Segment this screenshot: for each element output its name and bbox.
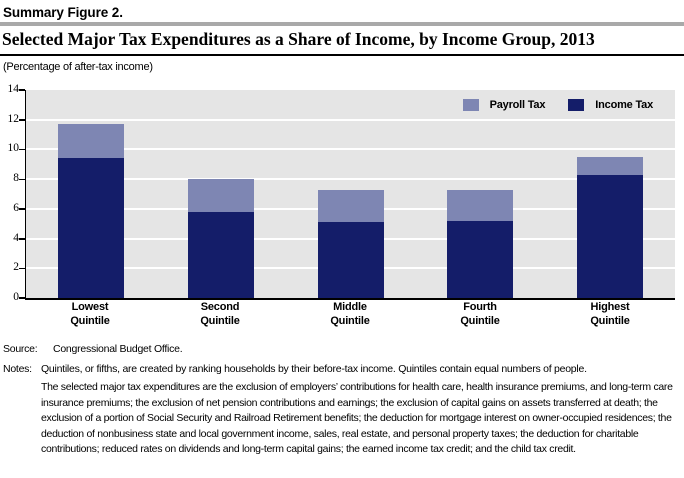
x-category-label-lowest-quintile [30,301,150,328]
y-tick-label: 4 [13,231,19,244]
x-axis-category-labels [25,301,675,331]
legend-label: Payroll Tax [489,99,546,111]
title-divider-rule [0,54,684,56]
y-tick-mark [19,179,25,181]
x-category-label-line: Second [200,301,240,313]
y-tick-label: 14 [7,83,19,95]
y-tick-mark [19,297,25,299]
bar-segment-payroll-tax [577,157,643,175]
bar-segment-payroll-tax [318,190,384,223]
y-tick-label: 12 [7,112,19,125]
y-axis-unit-label: (Percentage of after-tax income) [3,61,153,73]
y-tick-label: 6 [13,201,19,214]
notes-row [3,363,681,375]
bar-segment-payroll-tax [58,124,124,158]
x-category-label-line: Highest [590,301,630,313]
bar-segment-income-tax [318,222,384,298]
x-category-label-fourth-quintile [420,301,540,328]
y-tick-mark [19,149,25,151]
plot-area [25,90,675,300]
x-category-label-line: Quintile [590,314,630,327]
y-tick-mark [19,119,25,121]
y-tick-label: 8 [13,172,19,185]
x-category-label-second-quintile [160,301,280,328]
source-label: Source: [3,343,38,355]
header-divider-rule [0,22,684,26]
bar-segment-income-tax [447,221,513,298]
y-tick-label: 0 [13,291,19,303]
source-row [3,343,681,355]
y-tick-mark [19,238,25,240]
x-category-label-line: Middle [333,301,367,313]
legend-label: Income Tax [595,99,653,111]
y-tick-label: 10 [7,142,19,155]
x-category-label-middle-quintile [290,301,410,328]
notes-text: Quintiles, or fifths, are created by ranking households by their before-tax income. Quintiles contain equal numbers of people. [41,363,587,375]
x-category-label-line: Quintile [330,314,370,327]
bar-segment-income-tax [577,175,643,298]
bar-segment-payroll-tax [447,190,513,221]
x-category-label-line: Lowest [71,301,109,313]
y-tick-mark [19,268,25,270]
y-tick-mark [19,89,25,91]
bar-lowest-quintile [58,90,124,298]
x-category-label-line: Quintile [460,314,500,327]
notes-paragraph: The selected major tax expenditures are the exclusion of employers’ contributions for health care, health insurance premiums, and long-term care insurance premiums; the exclusion of net pension contributions and earnings; the exclusion of capital gains on assets transferred at death; the exclusion of a portion of Social Security and Railroad Retirement benefits; the deduction for mortgage interest on owner-occupied residences; the deduction of nonbusiness state and local government income, sales, real estate, and personal property taxes; the deduction for charitable contributions; reduced rates on dividends and long-term capital gains; the earned income tax credit; and the child tax credit. [41,381,673,456]
y-tick-mark [19,208,25,210]
bar-segment-income-tax [188,212,254,298]
bar-fourth-quintile [447,90,513,298]
notes-label: Notes: [3,363,32,375]
x-category-label-line: Quintile [200,314,240,327]
bar-segment-income-tax [58,158,124,298]
x-category-label-highest-quintile [550,301,670,328]
bar-second-quintile [188,90,254,298]
bar-middle-quintile [318,90,384,298]
y-axis [0,83,19,303]
bar-segment-payroll-tax [188,179,254,212]
source-text: Congressional Budget Office. [53,343,183,355]
x-category-label-line: Fourth [463,301,497,313]
figure-title: Selected Major Tax Expenditures as a Share of Income, by Income Group, 2013 [2,29,595,49]
bar-highest-quintile [577,90,643,298]
y-tick-label: 2 [13,261,19,274]
figure-number-label: Summary Figure 2. [3,5,123,20]
x-category-label-line: Quintile [70,314,110,327]
